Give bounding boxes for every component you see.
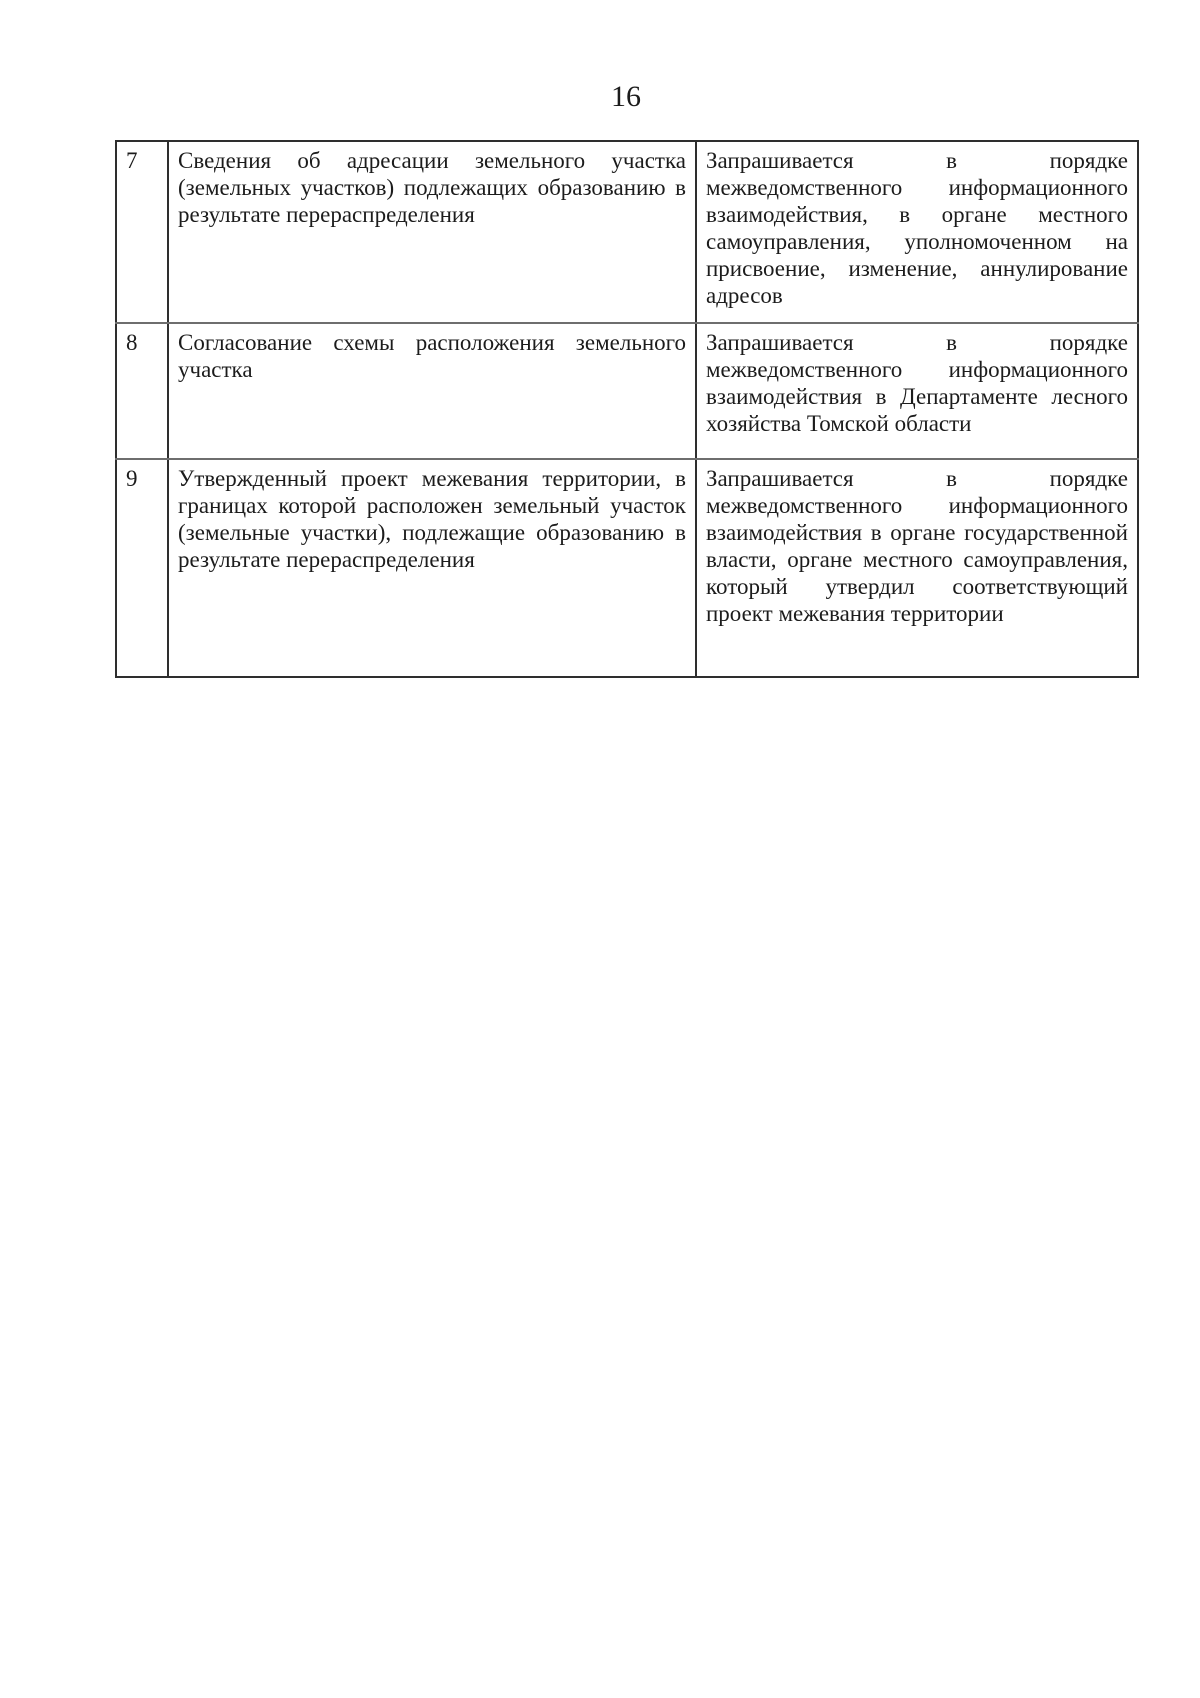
row-number-cell: 9 <box>116 459 168 677</box>
table-row <box>116 141 1138 323</box>
document-description-cell: Утвержденный проект межевания территории, в границах которой расположен земельный участок (земельные участки), подлежащие образованию в результате перераспределения <box>168 459 696 677</box>
request-procedure-cell: Запрашивается в порядке межведомственного информационного взаимодействия, в органе местного самоуправления, уполномоченном на присвоение, изменение, аннулирование адресов <box>696 141 1138 323</box>
requirements-table <box>115 140 1139 678</box>
page-number: 16 <box>611 80 641 113</box>
row-number-cell: 7 <box>116 141 168 323</box>
row-number-cell: 8 <box>116 323 168 459</box>
table-row <box>116 323 1138 459</box>
request-procedure-cell: Запрашивается в порядке межведомственного информационного взаимодействия в Департаменте лесного хозяйства Томской области <box>696 323 1138 459</box>
document-description-cell: Сведения об адресации земельного участка (земельных участков) подлежащих образованию в результате перераспределения <box>168 141 696 323</box>
document-description-cell: Согласование схемы расположения земельного участка <box>168 323 696 459</box>
table-row <box>116 459 1138 677</box>
request-procedure-cell: Запрашивается в порядке межведомственного информационного взаимодействия в органе государственной власти, органе местного самоуправления, который утвердил соответствующий проект межевания территории <box>696 459 1138 677</box>
